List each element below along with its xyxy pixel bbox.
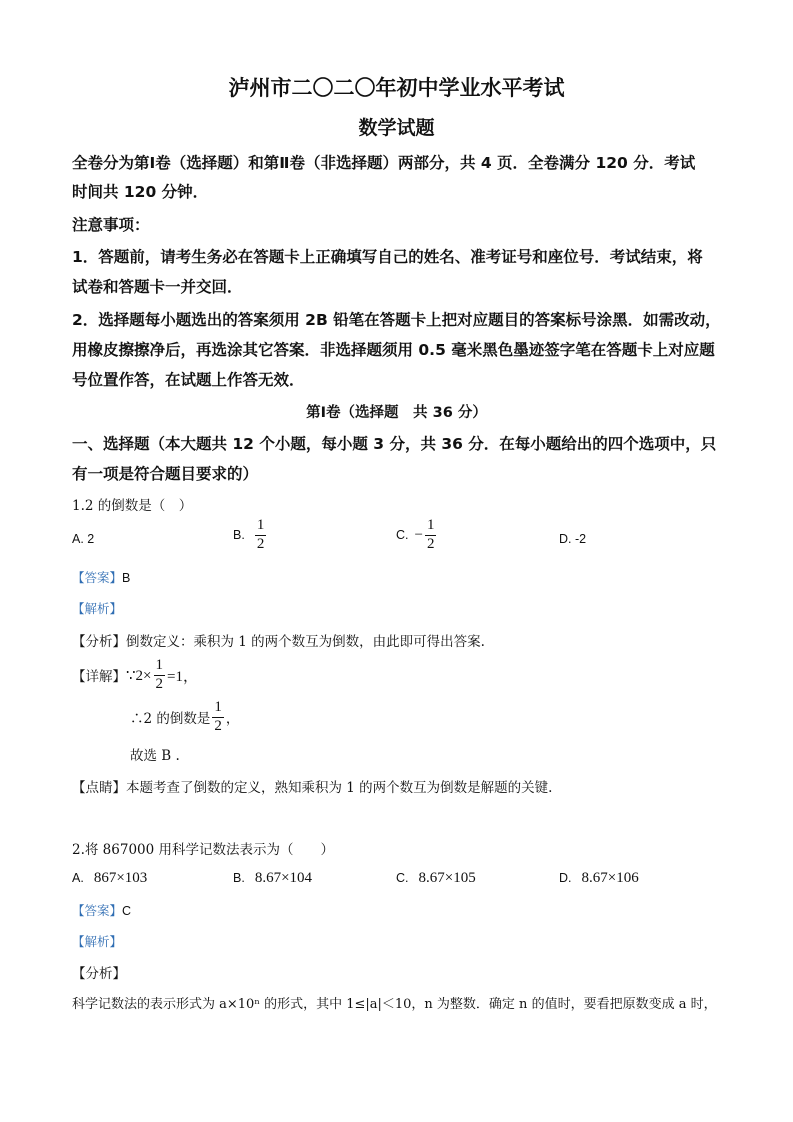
q2-option-a-label: A.: [72, 871, 84, 885]
q1-answer-value: B: [122, 571, 131, 585]
q2-option-d-label: D.: [559, 871, 572, 885]
q1-option-c-label: C.: [396, 528, 409, 543]
q2-analysis-tag: 【解析】: [72, 935, 123, 949]
answer-tag: 【答案】: [72, 571, 123, 585]
q1-option-b-denominator: 2: [256, 535, 265, 552]
exam-title: 泸州市二〇二〇年初中学业水平考试: [228, 76, 565, 100]
q1-option-c-numerator: 1: [426, 517, 435, 533]
q1-stem: 1.2 的倒数是（ ）: [72, 498, 193, 514]
q1-detail-pre: ∵2×: [126, 667, 152, 684]
q2-option-c-label: C.: [396, 871, 409, 885]
q2-option-d: [559, 870, 639, 887]
q2-option-a: [72, 870, 147, 887]
q1-analysis-text: 【分析】倒数定义：乘积为 1 的两个数互为倒数，由此即可得出答案.: [72, 634, 485, 650]
q2-analysis-heading: 【分析】: [72, 966, 126, 982]
q1-detail-fraction: [154, 658, 166, 693]
q2-answer-value: C: [122, 904, 132, 918]
q1-option-c-denominator: 2: [426, 535, 435, 552]
exam-subtitle: 数学试题: [358, 117, 435, 139]
note-1-line-2: 试卷和答题卡一并交回．: [72, 278, 243, 296]
q1-detail-numerator: 1: [155, 657, 164, 673]
note-2-line-2: 用橡皮擦擦净后，再选涂其它答案．非选择题须用 0.5 毫米黑色墨迹签字笔在答题卡上对应题: [72, 341, 715, 359]
q2-option-a-base: 867×10: [93, 870, 140, 886]
q2-option-c-base: 8.67×10: [418, 870, 469, 886]
q2-option-c-exponent: 5: [468, 870, 476, 886]
notes-heading: 注意事项：: [72, 216, 150, 234]
q1-step2-fraction: [212, 700, 224, 735]
q1-answer: [72, 568, 130, 586]
section-1-line-2: 有一项是符合题目要求的）: [72, 465, 259, 483]
note-2-line-3: 号位置作答，在试题上作答无效．: [72, 371, 305, 389]
q1-option-c: [396, 518, 438, 553]
q1-option-c-sign: −: [414, 526, 423, 543]
q1-detail-line-2: [130, 700, 239, 735]
q2-option-b-label: B.: [233, 871, 245, 885]
q2-analysis-text: 科学记数法的表示形式为 a×10ⁿ 的形式，其中 1≤|a|＜10，n 为整数．确定 n 的值时，要看把原数变成 a 时，: [72, 997, 717, 1012]
q1-step2-numerator: 1: [214, 699, 222, 715]
q2-option-b-exponent: 4: [304, 870, 313, 886]
q1-option-b-label: B.: [233, 528, 245, 543]
q1-detail-line-1: [72, 658, 198, 693]
q1-step2-denominator: 2: [214, 717, 222, 734]
detail-tag: 【详解】: [72, 669, 126, 686]
intro-line-2: 时间共 120 分钟．: [72, 183, 209, 201]
q2-option-c: [396, 870, 476, 887]
answer-tag: 【答案】: [72, 904, 123, 918]
q2-option-b: [233, 870, 312, 887]
part-1-heading: 第Ⅰ卷（选择题 共 36 分）: [306, 405, 487, 421]
q1-option-b: [233, 518, 268, 553]
q1-option-c-fraction: [425, 518, 437, 553]
q1-analysis-tag: 【解析】: [72, 602, 123, 616]
q1-detail-denominator: 2: [155, 675, 164, 692]
q2-option-a-exponent: 3: [139, 870, 148, 886]
q1-detail-line-3: 故选 B .: [130, 748, 180, 764]
note-1-line-1: 1．答题前，请考生务必在答题卡上正确填写自己的姓名、准考证号和座位号．考试结束，将: [72, 248, 703, 266]
q2-option-b-base: 8.67×10: [254, 870, 305, 886]
q2-answer: [72, 901, 131, 919]
note-2-line-1: 2．选择题每小题选出的答案须用 2B 铅笔在答题卡上把对应题目的答案标号涂黑．如需改动，: [72, 311, 721, 329]
q1-step2-post: ，: [225, 711, 240, 728]
q1-option-b-fraction: [255, 518, 267, 553]
q1-option-b-numerator: 1: [256, 517, 265, 533]
intro-line-1: 全卷分为第Ⅰ卷（选择题）和第Ⅱ卷（非选择题）两部分，共 4 页．全卷满分 120 分．考试: [72, 154, 696, 172]
q1-option-a: A. 2: [72, 532, 95, 546]
q1-comment: 【点睛】本题考查了倒数的定义，熟知乘积为 1 的两个数互为倒数是解题的关键.: [72, 780, 553, 796]
q2-option-d-exponent: 6: [631, 870, 639, 886]
q1-step2-pre: ∴2 的倒数是: [130, 711, 211, 728]
q2-stem: 2.将 867000 用科学记数法表示为（ ）: [72, 842, 334, 858]
section-1-line-1: 一、选择题（本大题共 12 个小题，每小题 3 分，共 36 分．在每小题给出的四个选项中，只: [72, 435, 717, 453]
q1-detail-post: =1，: [167, 668, 198, 685]
q1-option-d: D. -2: [559, 532, 587, 546]
q2-option-d-base: 8.67×10: [581, 870, 632, 886]
